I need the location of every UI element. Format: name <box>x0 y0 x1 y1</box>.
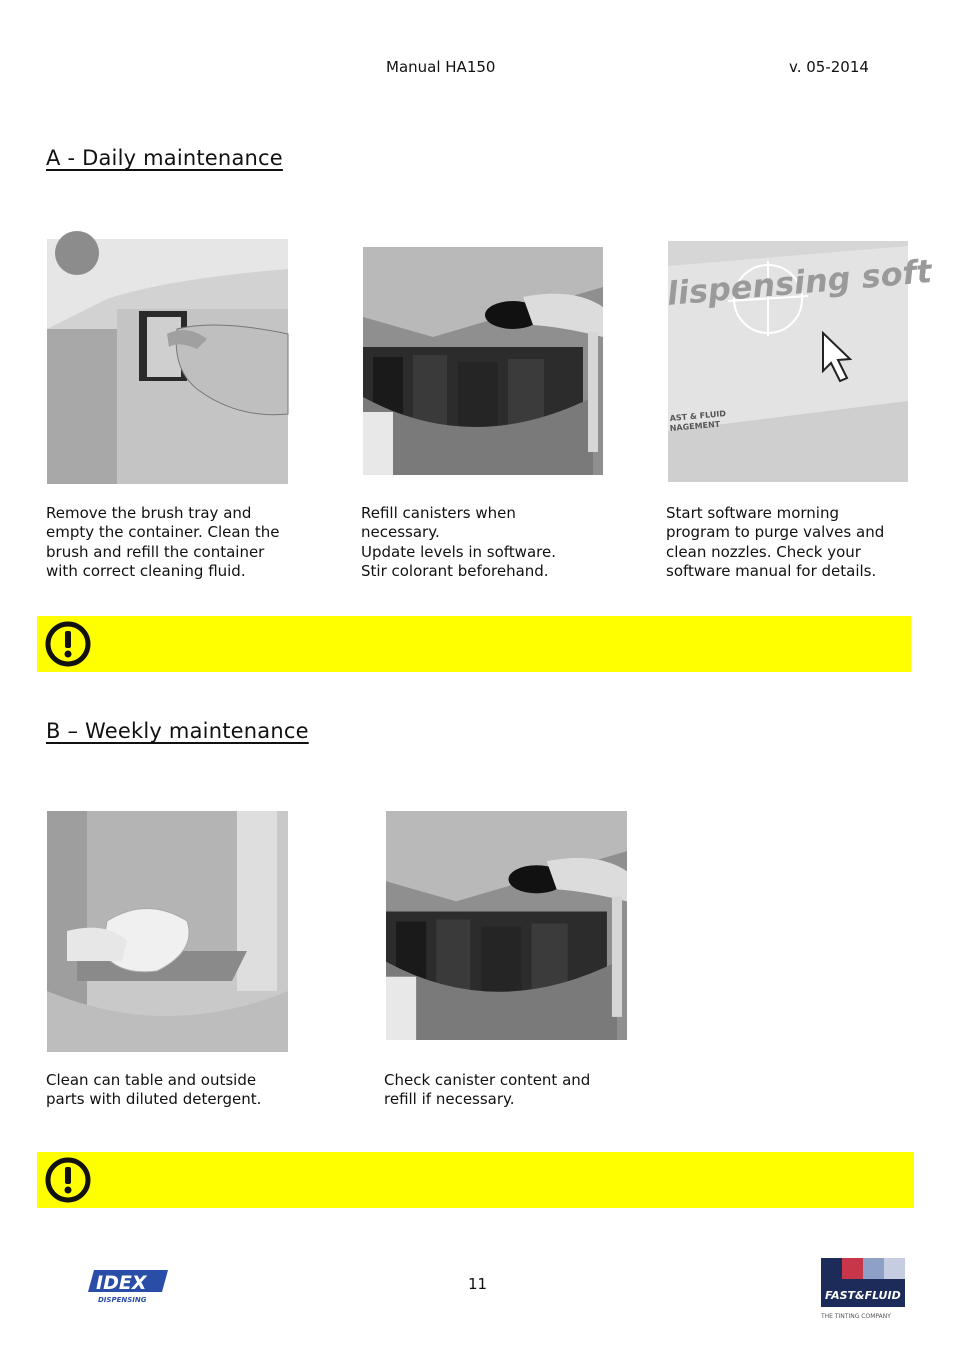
photo-software-screen <box>665 241 934 482</box>
page-number: 11 <box>468 1275 488 1293</box>
caption-brush-tray: Remove the brush tray and empty the container. Clean the brush and refill the container with correct cleaning fluid. <box>46 504 280 580</box>
idex-logo-text: IDEX <box>96 1272 147 1294</box>
manual-version: v. 05-2014 <box>789 58 869 76</box>
photo-can-table-image <box>47 811 288 1052</box>
photo-canisters-weekly-image <box>386 811 627 1040</box>
photo-can-table <box>47 811 288 1052</box>
photo-canisters-weekly <box>386 811 627 1040</box>
exclamation-icon <box>43 1155 93 1205</box>
photo-software-screen-image <box>665 241 934 482</box>
caption-check-canister: Check canister content and refill if necessary. <box>384 1071 591 1109</box>
photo-canisters <box>363 247 603 475</box>
screen-brand-line2: NAGEMENT <box>669 419 721 433</box>
manual-title: Manual HA150 <box>386 58 496 76</box>
idex-logo-sub: DISPENSING <box>98 1296 147 1304</box>
screen-brand-line1: AST & FLUID <box>669 409 727 423</box>
exclamation-icon <box>43 619 93 669</box>
section-b-title: B – Weekly maintenance <box>46 719 309 743</box>
fast-fluid-logo-mark <box>820 1257 906 1321</box>
section-a-title: A - Daily maintenance <box>46 146 283 170</box>
fast-fluid-logo-sub: THE TINTING COMPANY <box>821 1313 891 1320</box>
fast-fluid-logo <box>820 1257 906 1321</box>
idex-logo-mark <box>88 1268 170 1308</box>
photo-brush-tray <box>47 239 288 484</box>
caption-refill-canisters: Refill canisters when necessary. Update levels in software. Stir colorant beforehand. <box>361 504 556 580</box>
screen-banner-text: lispensing soft <box>665 251 934 313</box>
photo-brush-tray-image <box>47 239 288 484</box>
caption-can-table: Clean can table and outside parts with diluted detergent. <box>46 1071 262 1109</box>
warning-bar-daily <box>37 616 911 672</box>
warning-bar-weekly <box>37 1152 914 1208</box>
idex-logo <box>88 1268 170 1308</box>
caption-morning-program: Start software morning program to purge valves and clean nozzles. Check your software manual for details. <box>666 504 885 580</box>
fast-fluid-logo-text: FAST&FLUID <box>825 1289 901 1302</box>
photo-canisters-image <box>363 247 603 475</box>
